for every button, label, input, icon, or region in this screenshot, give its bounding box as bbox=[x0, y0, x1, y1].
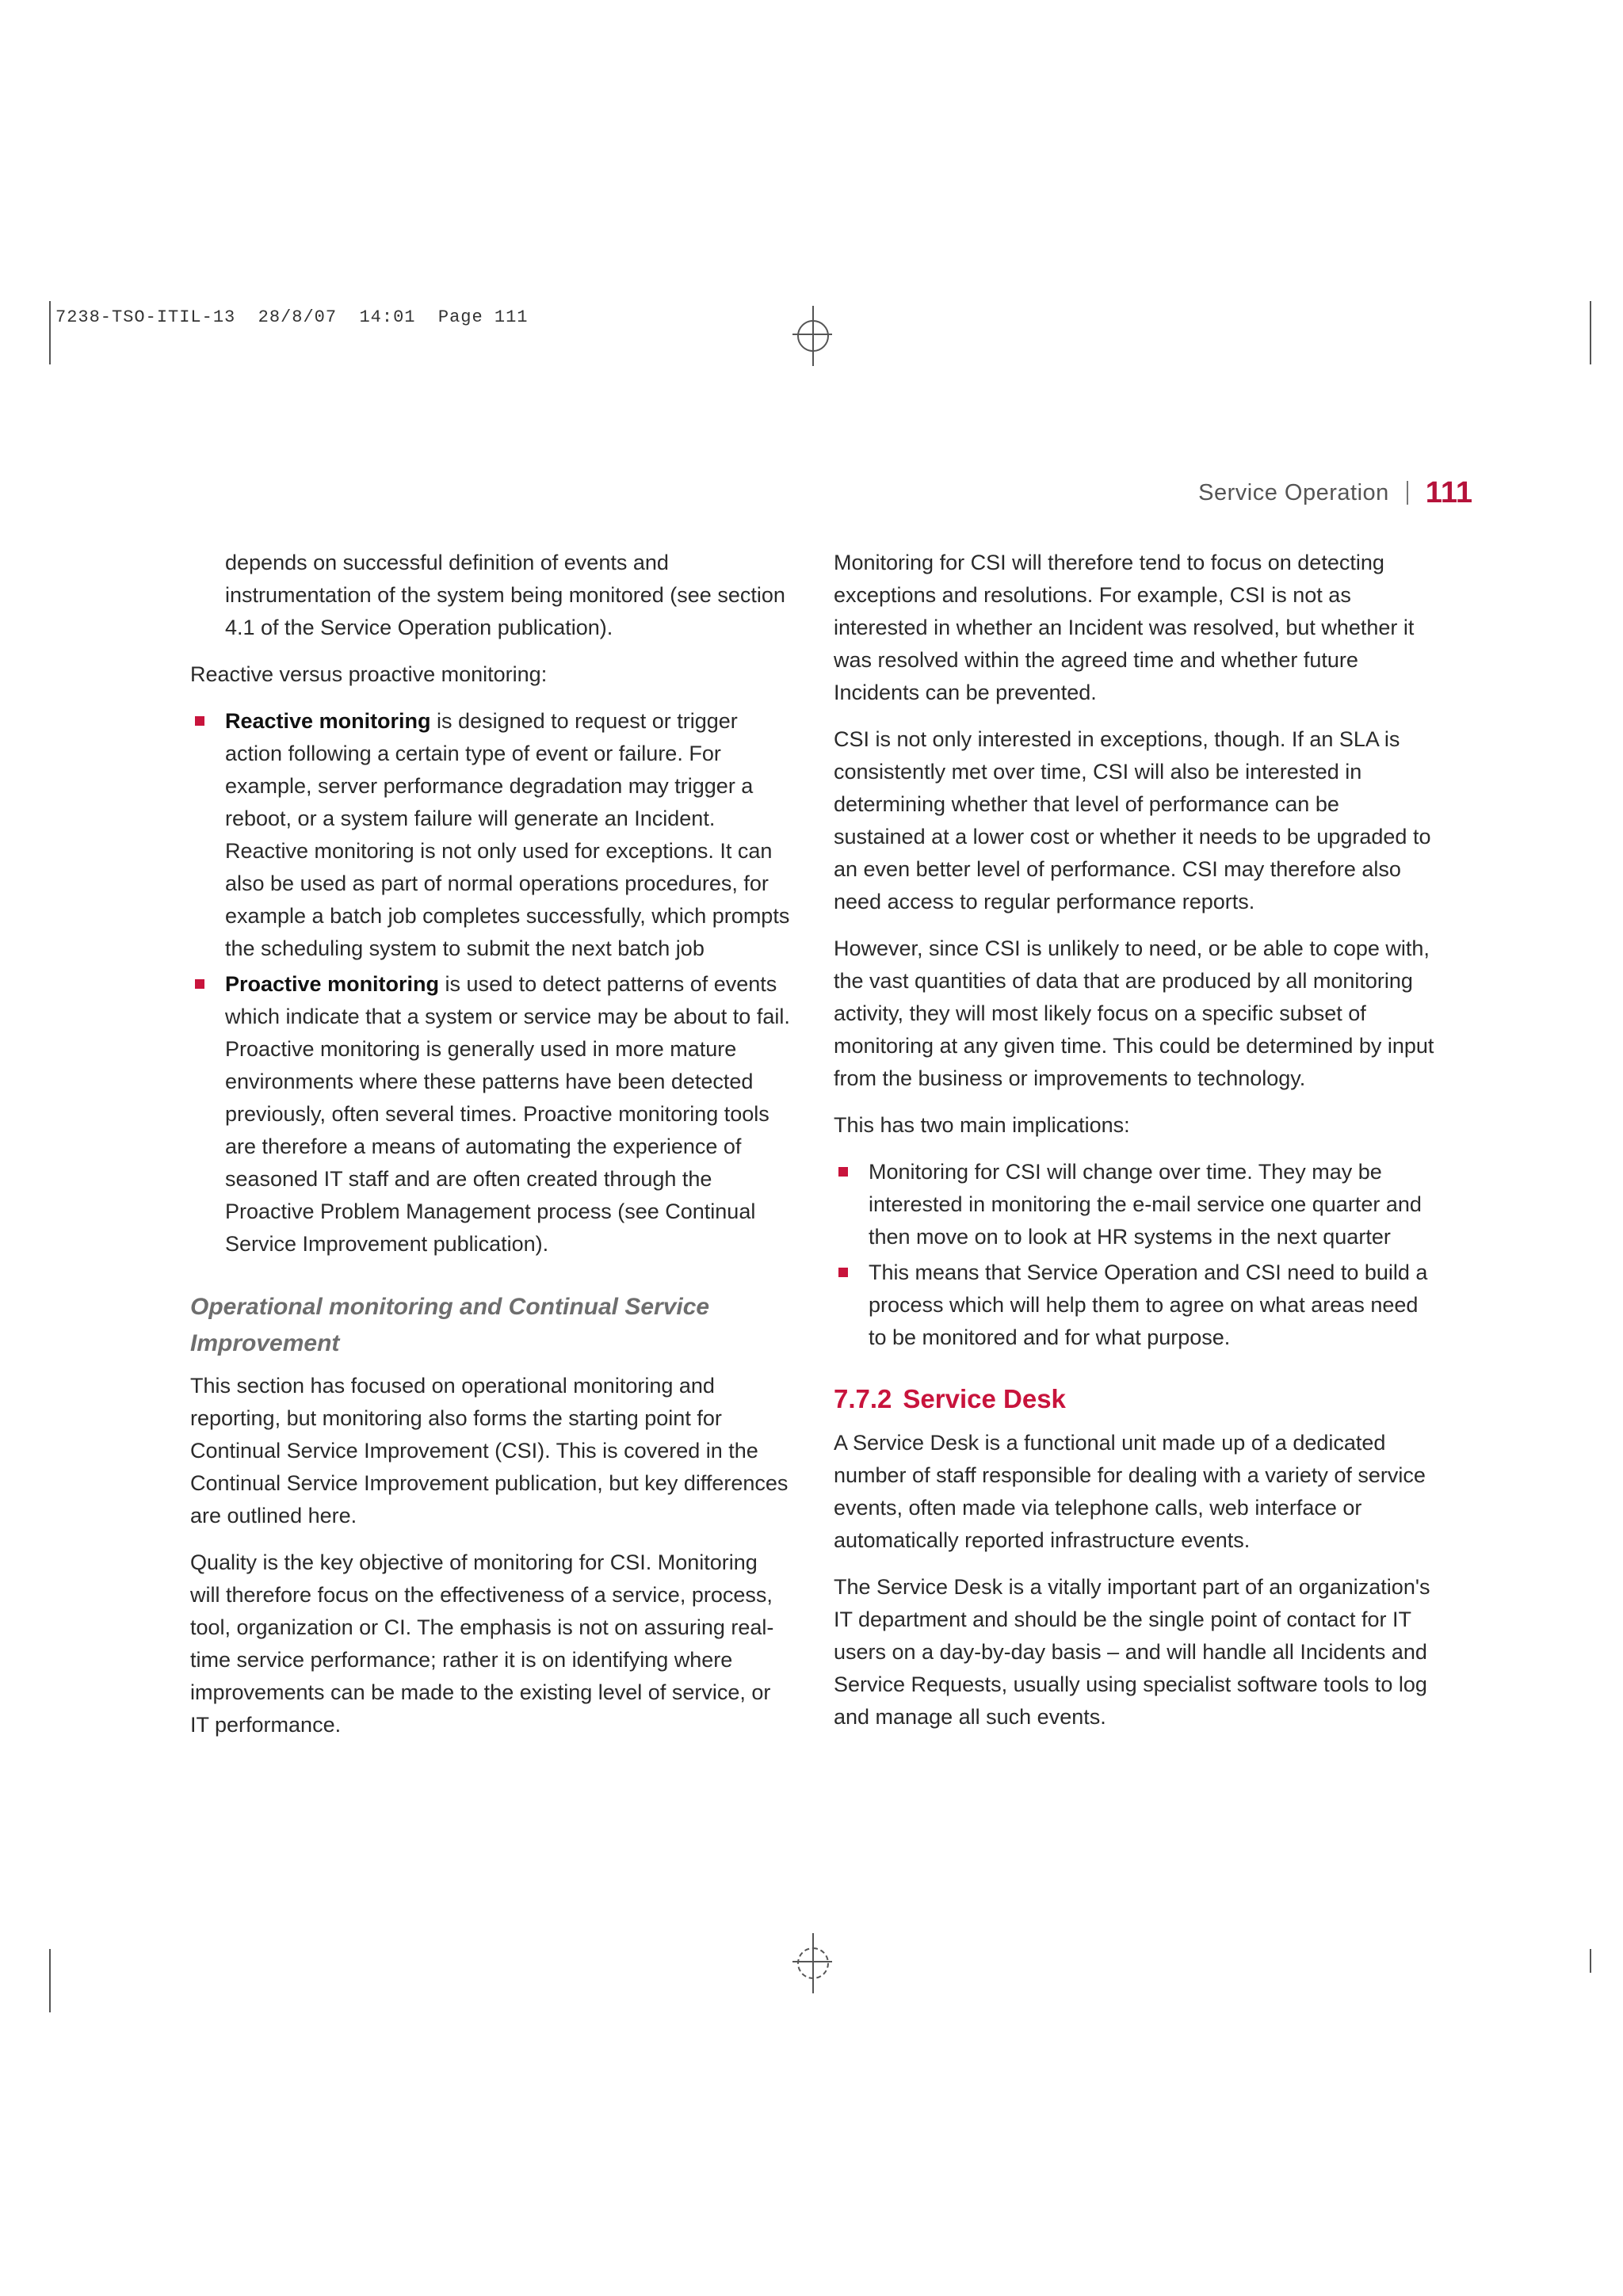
running-head-divider bbox=[1407, 481, 1408, 505]
right-column bbox=[834, 547, 1436, 1748]
bullet-square-icon bbox=[838, 1167, 848, 1177]
running-head bbox=[1198, 475, 1472, 510]
print-slug: 7238-TSO-ITIL-13 28/8/07 14:01 Page 111 bbox=[55, 307, 529, 327]
list-lead: Reactive versus proactive monitoring: bbox=[190, 662, 548, 686]
trim-mark-top-right bbox=[1590, 301, 1591, 364]
trim-mark-bottom-right bbox=[1590, 1949, 1591, 1973]
bullet-text: is designed to request or trigger action following a certain type of event or failure. For example, server performance degradation may trigger a reboot, or a system failure will generate an Incident. Reactive monitoring is not only used for exceptions. It can also be used as part of normal operations procedures, for example a batch job completes successfully, which prompts the scheduling system to submit the next batch job bbox=[225, 709, 790, 960]
trim-mark-bottom-left bbox=[49, 1949, 51, 2012]
registration-mark-top-icon bbox=[797, 320, 829, 352]
bullet-text: Monitoring for CSI will change over time. They may be interested in monitoring the e-mail service one quarter and then move on to look at HR systems in the next quarter bbox=[869, 1160, 1422, 1249]
registration-mark-top-hline bbox=[792, 334, 832, 335]
section-heading bbox=[834, 1381, 1436, 1417]
section-title: Service Desk bbox=[903, 1384, 1066, 1413]
body-paragraph: However, since CSI is unlikely to need, or be able to cope with, the vast quantities of data that are produced by all monitoring activity, they will most likely focus on a specific subset of monitoring at any given time. This could be determined by input from the business or improvements to technology. bbox=[834, 936, 1434, 1090]
intro-continuation: depends on successful definition of events and instrumentation of the system being monitored (see section 4.1 of the Service Operation publication). bbox=[225, 551, 785, 639]
body-paragraph: This section has focused on operational monitoring and reporting, but monitoring also forms the starting point for Continual Service Improvement (CSI). This is covered in the Continual Service Improvement publication, but key differences are outlined here. bbox=[190, 1374, 789, 1527]
body-paragraph: This has two main implications: bbox=[834, 1113, 1130, 1137]
bullet-term: Proactive monitoring bbox=[225, 972, 440, 996]
registration-mark-bottom-icon bbox=[797, 1947, 829, 1979]
trim-mark-top-left bbox=[49, 301, 51, 364]
list-item bbox=[834, 1257, 1436, 1354]
left-column bbox=[190, 547, 792, 1756]
body-paragraph: A Service Desk is a functional unit made up of a dedicated number of staff responsible for dealing with a variety of service events, often made via telephone calls, web interface or automatically reported infrastructure events. bbox=[834, 1431, 1426, 1552]
page-number: 111 bbox=[1425, 475, 1472, 509]
body-paragraph: Monitoring for CSI will therefore tend to focus on detecting exceptions and resolutions. For example, CSI is not as interested in whether an Incident was resolved, but whether it was resolved within the agreed time and whether future Incidents can be prevented. bbox=[834, 551, 1415, 704]
body-paragraph: The Service Desk is a vitally important part of an organization's IT department and should be the single point of contact for IT users on a day-by-day basis – and will handle all Incidents and Service Requests, usually using specialist software tools to log and manage all such events. bbox=[834, 1575, 1430, 1729]
implications-list bbox=[834, 1156, 1436, 1354]
body-paragraph: Quality is the key objective of monitoring for CSI. Monitoring will therefore focus on the effectiveness of a service, process, tool, organization or CI. The emphasis is not on assuring real-time service performance; rather it is on identifying where improvements can be made to the existing level of service, or IT performance. bbox=[190, 1550, 774, 1737]
running-head-section: Service Operation bbox=[1198, 479, 1389, 505]
bullet-text: This means that Service Operation and CSI need to build a process which will help them to agree on what areas need to be monitored and for what purpose. bbox=[869, 1261, 1428, 1349]
section-number: 7.7.2 bbox=[834, 1384, 892, 1413]
bullet-square-icon bbox=[838, 1268, 848, 1277]
bullet-text: is used to detect patterns of events which indicate that a system or service may be about to fail. Proactive monitoring is generally used in more mature environments where these patterns have been detected previously, often several times. Proactive monitoring tools are therefore a means of automating the experience of seasoned IT staff and are often created through the Proactive Problem Management process (see Continual Service Improvement publication). bbox=[225, 972, 790, 1256]
list-item bbox=[190, 968, 792, 1261]
body-paragraph: CSI is not only interested in exceptions, though. If an SLA is consistently met over time, CSI will also be interested in determining whether that level of performance can be sustained at a lower cost or whether it needs to be upgraded to an even better level of performance. CSI may therefore also need access to regular performance reports. bbox=[834, 727, 1431, 913]
bullet-square-icon bbox=[195, 716, 204, 726]
list-item bbox=[834, 1156, 1436, 1253]
bullet-square-icon bbox=[195, 979, 204, 989]
registration-mark-bottom-hline bbox=[792, 1961, 832, 1962]
monitoring-types-list bbox=[190, 705, 792, 1261]
subheading: Operational monitoring and Continual Service Improvement bbox=[190, 1294, 710, 1356]
bullet-term: Reactive monitoring bbox=[225, 709, 431, 733]
list-item bbox=[190, 705, 792, 965]
